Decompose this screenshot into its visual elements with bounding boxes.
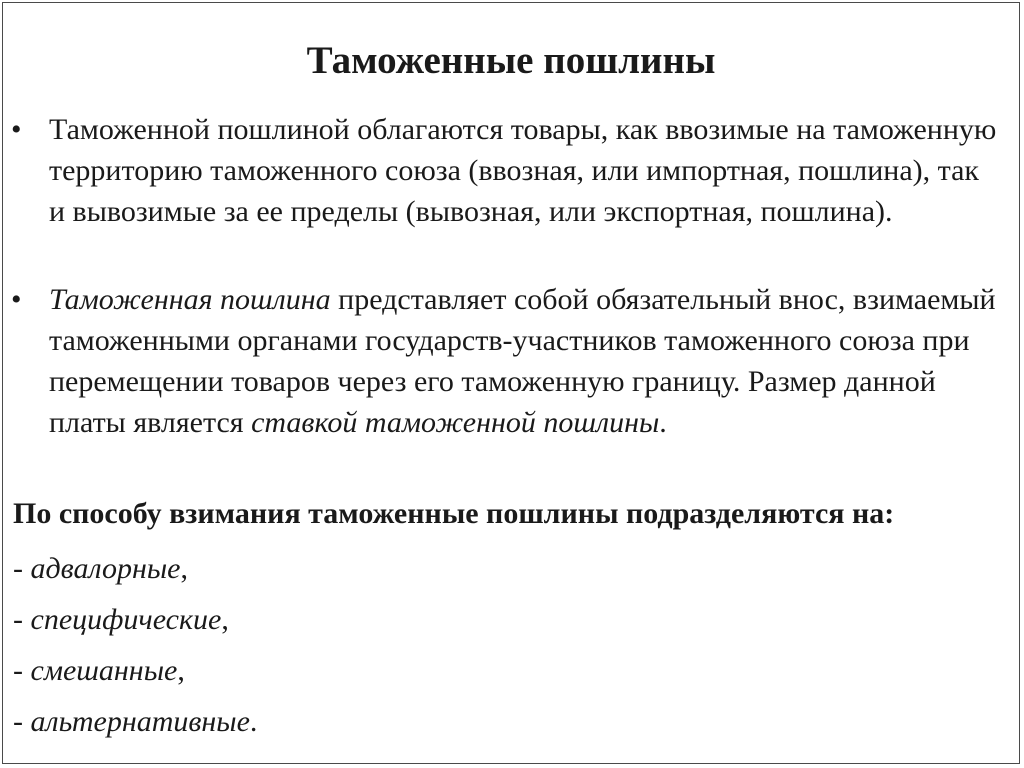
list-item-label: адвалорные [30,552,181,585]
bullet-text: представляет собой обязательный внос, взимаемый таможенными органами государств-участников таможенного союза при перемещении товаров через его таможенную границу. Размер данной платы является [49,283,996,439]
list-punct: , [177,654,185,687]
bullet-item-definition [11,279,1001,443]
list-punct: , [180,552,188,585]
slide [2,2,1020,764]
list-dash: - [13,705,31,738]
term-duty-rate: ставкой таможенной пошлины [251,406,660,439]
list-dash: - [13,552,31,585]
duty-types-list [13,543,257,747]
list-dash: - [13,603,31,636]
classification-heading: По способу взимания таможенные пошлины подразделяются на: [13,497,895,530]
list-punct: . [249,705,258,738]
bullet-icon: • [11,283,22,316]
list-dash: - [13,654,31,687]
list-item-label: альтернативные [30,705,250,738]
bullet-item-import-export [11,109,1001,232]
list-item-label: смешанные [30,654,178,687]
bullet-icon: • [11,113,22,146]
list-item-label: специфические [30,603,222,636]
bullet-text: Таможенной пошлиной облагаются товары, как ввозимые на таможенную территорию таможенного союза (ввозная, или импортная, пошлина), так и вывозимые за ее пределы (вывозная, или экспортная, пошлина). [49,113,997,228]
list-item-ad-valorem [13,543,257,594]
list-item-specific [13,594,257,645]
list-item-mixed [13,645,257,696]
slide-title: Таможенные пошлины [306,39,716,82]
term-customs-duty: Таможенная пошлина [49,283,331,316]
list-punct: , [221,603,229,636]
list-item-alternative [13,696,257,747]
bullet-end-punct: . [659,406,667,439]
